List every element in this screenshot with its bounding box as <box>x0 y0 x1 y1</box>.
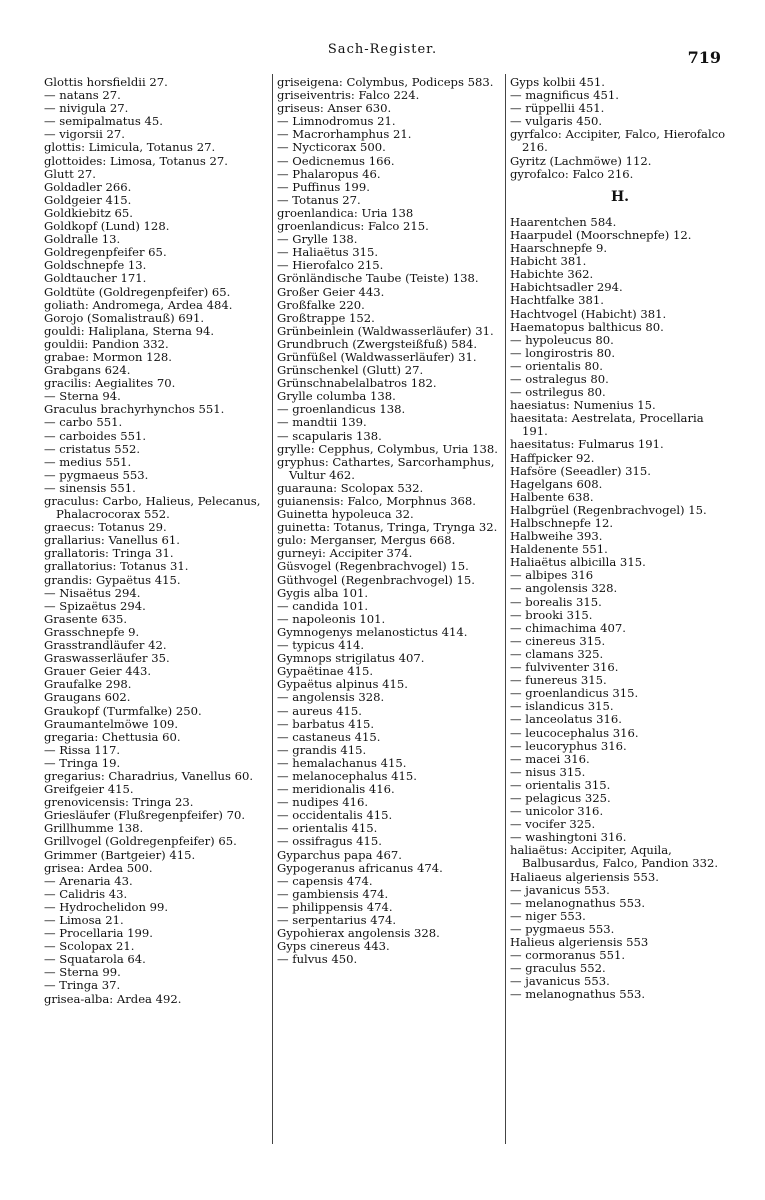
index-entry: haesitatus: Fulmarus 191. <box>510 437 664 452</box>
index-entry: — cinereus 315. <box>510 633 606 648</box>
index-entry: Gyps cinereus 443. <box>277 939 390 954</box>
index-entry: grisea-alba: Ardea 492. <box>44 991 182 1006</box>
index-entry: Halieus algeriensis 553 <box>510 935 649 949</box>
index-entry: — pelagicus 325. <box>510 790 611 805</box>
index-entry: Habichtsadler 294. <box>510 280 623 295</box>
index-entry: guinetta: Totanus, Tringa, Trynga 32. <box>277 520 498 535</box>
index-entry: — barbatus 415. <box>277 716 375 731</box>
index-entry: Graugans 602. <box>44 690 131 705</box>
index-entry: — Hydrochelidon 99. <box>44 899 169 914</box>
index-entry: guarauna: Scolopax 532. <box>277 480 424 495</box>
index-entry: glottoides: Limosa, Totanus 27. <box>44 153 228 168</box>
index-entry: graculus: Carbo, Halieus, Pelecanus, Phalacrocorax 552. <box>44 494 261 522</box>
index-entry: — Oedicnemus 166. <box>277 153 395 168</box>
index-entry: — macei 316. <box>510 751 590 766</box>
index-entry: Grundbruch (Zwergsteißfuß) 584. <box>277 336 478 351</box>
index-entry: — Limnodromus 21. <box>277 114 396 129</box>
index-entry: — sinensis 551. <box>44 480 136 495</box>
index-entry: gyrfalco: Accipiter, Falco, Hierofalco 216. <box>510 127 726 155</box>
index-entry: griseus: Anser 630. <box>277 101 392 116</box>
index-entry: Grünschnabelalbatros 182. <box>277 376 437 391</box>
index-entry: Habicht 381. <box>510 254 587 269</box>
index-entry: — Hierofalco 215. <box>277 258 384 273</box>
index-entry: gurneyi: Accipiter 374. <box>277 546 413 561</box>
index-entry: — clamans 325. <box>510 646 604 661</box>
column-divider <box>505 74 506 1144</box>
index-entry: — Rissa 117. <box>44 742 121 757</box>
index-entry: — natans 27. <box>44 88 121 103</box>
index-entry: — candida 101. <box>277 598 369 613</box>
index-entry: Gymnogenys melanostictus 414. <box>277 624 468 639</box>
index-entry: Großfalke 220. <box>277 297 365 312</box>
index-entry: Goldschnepfe 13. <box>44 258 147 273</box>
index-entry: — Limosa 21. <box>44 913 124 927</box>
index-entry: Hagelgans 608. <box>510 476 603 491</box>
index-entry: — angolensis 328. <box>510 581 618 596</box>
index-entry: Haematopus balthicus 80. <box>510 319 664 334</box>
index-entry: Haarschnepfe 9. <box>510 241 608 256</box>
index-entry: — Nisaëtus 294. <box>44 585 141 600</box>
index-entry: — niger 553. <box>510 908 586 923</box>
index-entry: Grasstrandläufer 42. <box>44 638 167 653</box>
index-entry: — philippensis 474. <box>277 899 393 914</box>
index-entry: grylle: Cepphus, Colymbus, Uria 138. <box>277 441 498 456</box>
index-entry: — Procellaria 199. <box>44 926 153 941</box>
index-entry: Goldgeier 415. <box>44 192 132 207</box>
index-entry: — nudipes 416. <box>277 795 369 810</box>
index-entry: — Squatarola 64. <box>44 952 146 967</box>
index-entry: — hemalachanus 415. <box>277 755 407 770</box>
index-entry: Gyparchus papa 467. <box>277 847 402 862</box>
index-entry: Grasente 635. <box>44 611 128 626</box>
index-entry: — Tringa 37. <box>44 978 121 993</box>
index-entry: — melanognathus 553. <box>510 987 646 1002</box>
index-entry: Graculus brachyrhynchos 551. <box>44 402 225 417</box>
index-entry: — Puffinus 199. <box>277 179 370 194</box>
index-entry: gouldii: Pandion 332. <box>44 336 169 351</box>
index-column-3 <box>510 76 730 1001</box>
index-entry: — semipalmatus 45. <box>44 114 163 129</box>
index-entry: — borealis 315. <box>510 594 602 609</box>
index-entry: Gypogeranus africanus 474. <box>277 860 443 875</box>
index-entry: Goldadler 266. <box>44 179 132 194</box>
index-entry: — Haliaëtus 315. <box>277 245 379 260</box>
index-entry: Güthvogel (Regenbrachvogel) 15. <box>277 572 475 587</box>
index-entry: — grandis 415. <box>277 742 367 757</box>
index-entry: Gygis alba 101. <box>277 585 369 600</box>
index-entry: Haliaeus algeriensis 553. <box>510 869 659 884</box>
index-entry: — capensis 474. <box>277 873 373 888</box>
index-entry: Grylle columba 138. <box>277 389 396 404</box>
index-entry: — fulviventer 316. <box>510 660 619 675</box>
index-entry: — islandicus 315. <box>510 699 614 714</box>
index-entry: grallarius: Vanellus 61. <box>44 533 180 548</box>
index-entry: Grönländische Taube (Teiste) 138. <box>277 271 479 286</box>
index-entry: — leucocephalus 316. <box>510 725 639 740</box>
index-entry: — funereus 315. <box>510 673 607 688</box>
index-entry: — Tringa 19. <box>44 755 121 770</box>
index-entry: — vulgaris 450. <box>510 114 603 129</box>
index-entry: grisea: Ardea 500. <box>44 860 153 875</box>
index-entry: Haldenente 551. <box>510 542 608 557</box>
index-entry: — Totanus 27. <box>277 192 361 207</box>
index-entry: — ostralegus 80. <box>510 371 609 386</box>
index-entry: graecus: Totanus 29. <box>44 520 167 535</box>
index-entry: — melanognathus 553. <box>510 895 646 910</box>
index-entry: glottis: Limicula, Totanus 27. <box>44 140 216 155</box>
index-entry: Haliaëtus albicilla 315. <box>510 555 646 570</box>
index-entry: goliath: Andromega, Ardea 484. <box>44 297 233 312</box>
index-entry: — rüppellii 451. <box>510 101 605 116</box>
index-entry: grenovicensis: Tringa 23. <box>44 795 194 810</box>
index-entry: — pygmaeus 553. <box>44 467 149 482</box>
index-entry: griseigena: Colymbus, Podiceps 583. <box>277 75 494 89</box>
index-entry: Hafsöre (Seeadler) 315. <box>510 463 651 478</box>
index-entry: grandis: Gypaëtus 415. <box>44 572 181 587</box>
index-entry: — medius 551. <box>44 454 132 469</box>
index-entry: — hypoleucus 80. <box>510 332 614 347</box>
index-column-2 <box>277 76 503 966</box>
index-entry: Gymnops strigilatus 407. <box>277 651 425 666</box>
index-entry: — melanocephalus 415. <box>277 768 417 783</box>
index-entry: — Macrorhamphus 21. <box>277 127 412 142</box>
index-entry: gracilis: Aegialites 70. <box>44 376 176 391</box>
index-entry: — longirostris 80. <box>510 345 616 360</box>
index-entry: Graumantelmöwe 109. <box>44 716 179 731</box>
index-entry: Halbente 638. <box>510 489 594 504</box>
index-entry: haliaëtus: Accipiter, Aquila, Balbusardus, Falco, Pandion 332. <box>510 843 719 871</box>
index-entry: gryphus: Cathartes, Sarcorhamphus, Vultur 462. <box>277 454 495 482</box>
index-entry: — javanicus 553. <box>510 974 610 989</box>
index-entry: Graufalke 298. <box>44 677 132 692</box>
index-entry: — ostrilegus 80. <box>510 385 606 400</box>
running-head: Sach-Register. <box>327 42 438 57</box>
index-entry: — occidentalis 415. <box>277 808 393 823</box>
index-entry: Gorojo (Somalistrauß) 691. <box>44 310 205 325</box>
index-entry: — unicolor 316. <box>510 804 604 819</box>
index-entry: Halbgrüel (Regenbrachvogel) 15. <box>510 502 707 517</box>
index-entry: — Scolopax 21. <box>44 939 135 954</box>
index-entry: griseiventris: Falco 224. <box>277 88 420 103</box>
index-entry: Grasschnepfe 9. <box>44 624 140 639</box>
index-entry: — mandtii 139. <box>277 415 367 430</box>
index-entry: — napoleonis 101. <box>277 611 386 626</box>
index-entry: guianensis: Falco, Morphnus 368. <box>277 494 476 508</box>
index-entry: Haarentchen 584. <box>510 214 617 229</box>
index-entry: — typicus 414. <box>277 638 365 653</box>
index-entry: — meridionalis 416. <box>277 782 395 797</box>
index-entry: Gypaëtus alpinus 415. <box>277 677 408 692</box>
index-entry: — cormoranus 551. <box>510 948 626 963</box>
index-entry: — orientalis 80. <box>510 358 603 373</box>
index-entry: Goldralle 13. <box>44 232 121 247</box>
index-entry: Guinetta hypoleuca 32. <box>277 507 414 522</box>
index-entry: Halbweihe 393. <box>510 529 603 544</box>
index-entry: gregaria: Chettusia 60. <box>44 729 181 744</box>
index-entry: haesitata: Aestrelata, Procellaria 191. <box>510 411 704 439</box>
index-entry: Glutt 27. <box>44 166 96 181</box>
index-entry: — Sterna 94. <box>44 389 121 404</box>
index-entry: — Sterna 99. <box>44 965 121 980</box>
index-entry: — scapularis 138. <box>277 428 382 443</box>
index-entry: haesiatus: Numenius 15. <box>510 398 656 413</box>
index-entry: — Spizaëtus 294. <box>44 598 146 613</box>
index-entry: — aureus 415. <box>277 703 362 718</box>
index-entry: Goldtaucher 171. <box>44 271 147 286</box>
index-entry: — albipes 316 <box>510 568 594 583</box>
index-entry: — carboides 551. <box>44 428 147 443</box>
index-entry: gyrofalco: Falco 216. <box>510 166 634 181</box>
index-entry: Grimmer (Bartgeier) 415. <box>44 847 196 862</box>
index-entry: — fulvus 450. <box>277 952 358 967</box>
index-entry: Haffpicker 92. <box>510 450 595 465</box>
index-entry: — brooki 315. <box>510 607 593 622</box>
index-entry: — nivigula 27. <box>44 101 129 116</box>
index-entry: Hachtvogel (Habicht) 381. <box>510 306 667 321</box>
index-entry: Gypohierax angolensis 328. <box>277 926 440 941</box>
index-entry: Grünschenkel (Glutt) 27. <box>277 363 424 378</box>
index-entry: Grünfüßel (Waldwasserläufer) 31. <box>277 349 477 364</box>
index-entry: — groenlandicus 315. <box>510 686 639 701</box>
page-number: 719 <box>687 48 721 67</box>
index-entry: — groenlandicus 138. <box>277 402 406 417</box>
index-entry: — carbo 551. <box>44 415 123 430</box>
index-entry: Habichte 362. <box>510 267 594 282</box>
index-entry: Großer Geier 443. <box>277 284 385 299</box>
index-entry: — magnificus 451. <box>510 88 619 103</box>
index-entry: — washingtoni 316. <box>510 830 627 845</box>
index-entry: — Phalaropus 46. <box>277 166 381 181</box>
index-entry: Grabgans 624. <box>44 363 131 378</box>
index-column-1 <box>44 76 268 1006</box>
index-entry: gouldi: Haliplana, Sterna 94. <box>44 323 215 338</box>
index-entry: — Nycticorax 500. <box>277 140 386 155</box>
index-entry: Halbschnepfe 12. <box>510 516 614 530</box>
index-entry: Goldtüte (Goldregenpfeifer) 65. <box>44 284 231 299</box>
index-entry: grabae: Mormon 128. <box>44 349 172 364</box>
index-entry: — chimachima 407. <box>510 620 626 635</box>
section-letter-heading: H. <box>610 188 630 205</box>
index-entry: Gyps kolbii 451. <box>510 75 605 89</box>
index-entry: — nisus 315. <box>510 764 586 779</box>
index-entry: Griesläufer (Flußregenpfeifer) 70. <box>44 808 246 823</box>
index-entry: — pygmaeus 553. <box>510 921 615 936</box>
index-entry: — cristatus 552. <box>44 441 141 456</box>
index-entry: Hachtfalke 381. <box>510 293 604 308</box>
index-entry: — angolensis 328. <box>277 690 385 705</box>
index-entry: Graukopf (Turmfalke) 250. <box>44 703 202 718</box>
index-entry: Glottis horsfieldii 27. <box>44 75 168 89</box>
index-entry: Graswasserläufer 35. <box>44 651 170 666</box>
index-entry: Großtrappe 152. <box>277 310 375 325</box>
index-entry: Grillhumme 138. <box>44 821 144 836</box>
index-entry: Güsvogel (Regenbrachvogel) 15. <box>277 559 469 574</box>
index-entry: Grünbeinlein (Waldwasserläufer) 31. <box>277 323 494 338</box>
index-entry: — lanceolatus 316. <box>510 712 622 727</box>
index-entry: — serpentarius 474. <box>277 913 397 927</box>
index-entry: — Calidris 43. <box>44 886 128 901</box>
index-entry: Goldregenpfeifer 65. <box>44 245 167 260</box>
index-entry: Goldkopf (Lund) 128. <box>44 219 170 234</box>
index-entry: — ossifragus 415. <box>277 834 382 849</box>
index-entry: grallatoris: Tringa 31. <box>44 546 174 561</box>
index-entry: gregarius: Charadrius, Vanellus 60. <box>44 768 254 783</box>
index-entry: — graculus 552. <box>510 961 606 976</box>
index-entry: — leucoryphus 316. <box>510 738 627 753</box>
index-entry: gulo: Merganser, Mergus 668. <box>277 533 456 548</box>
index-entry: groenlandica: Uria 138 <box>277 205 414 220</box>
index-entry: — vocifer 325. <box>510 817 596 832</box>
index-entry: — Arenaria 43. <box>44 873 133 888</box>
index-entry: grallatorius: Totanus 31. <box>44 559 189 574</box>
index-entry: — vigorsii 27. <box>44 127 125 142</box>
index-entry: — javanicus 553. <box>510 882 610 897</box>
index-entry: — gambiensis 474. <box>277 886 389 901</box>
index-entry: Grauer Geier 443. <box>44 664 152 679</box>
column-divider <box>272 74 273 1144</box>
index-entry: Gypaëtinae 415. <box>277 664 374 679</box>
index-entry: Grillvogel (Goldregenpfeifer) 65. <box>44 834 237 849</box>
index-entry: — castaneus 415. <box>277 729 381 744</box>
index-entry: Greifgeier 415. <box>44 782 134 797</box>
index-entry: Goldkiebitz 65. <box>44 205 133 220</box>
index-entry: — orientalis 315. <box>510 777 611 792</box>
index-entry: — Grylle 138. <box>277 232 358 247</box>
index-entry: groenlandicus: Falco 215. <box>277 219 429 234</box>
index-entry: Haarpudel (Moorschnepfe) 12. <box>510 227 692 242</box>
index-entry: — orientalis 415. <box>277 821 378 836</box>
index-entry: Gyritz (Lachmöwe) 112. <box>510 153 652 168</box>
